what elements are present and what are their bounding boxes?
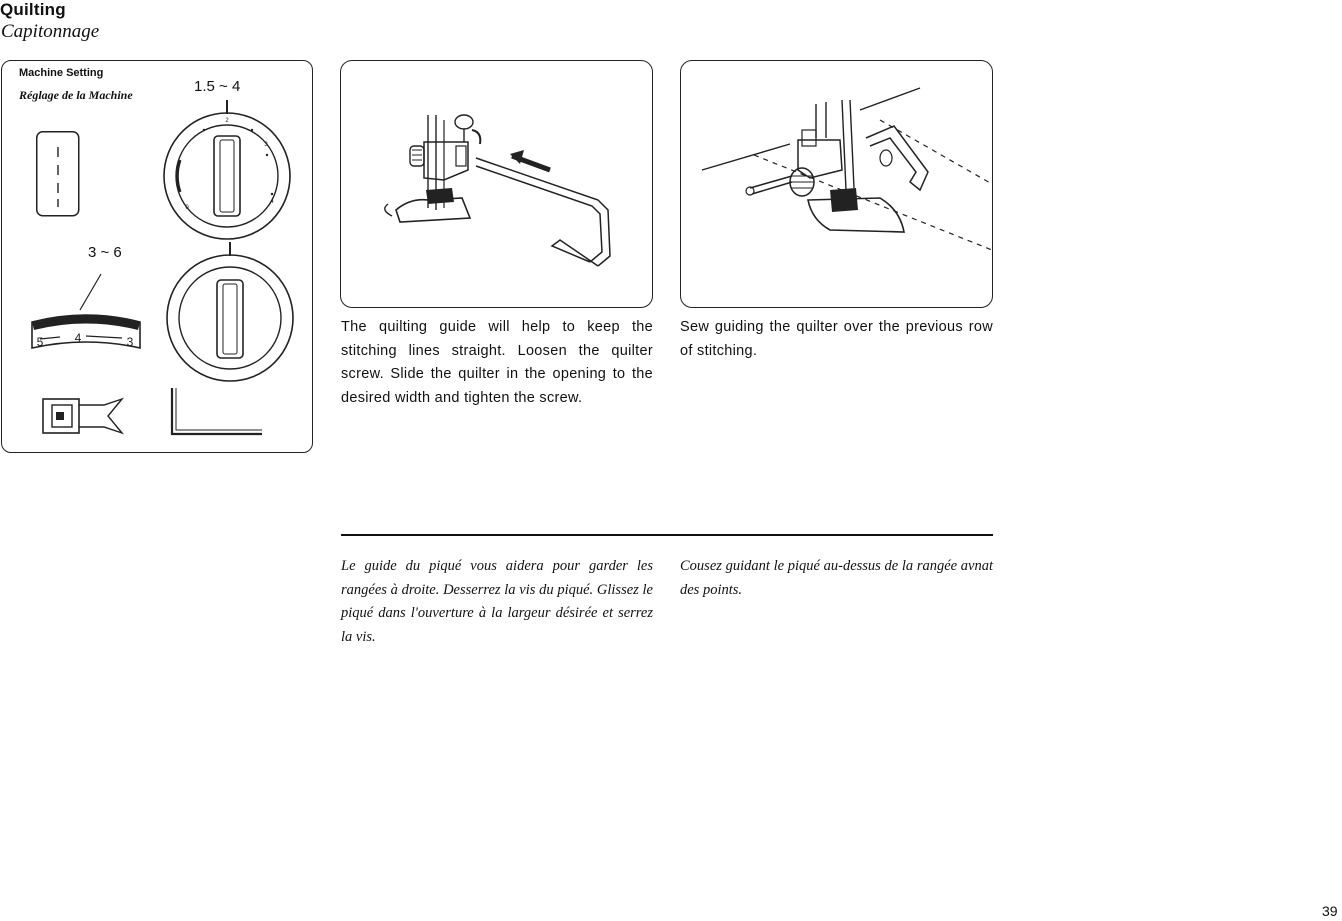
- stitch-length-scale-icon: [26, 270, 146, 354]
- stitch-width-dial-icon: [160, 100, 294, 234]
- page-title: Quilting: [0, 0, 66, 19]
- quilter-guide-bar-icon: [170, 386, 266, 438]
- stitch-length-value: 3 ~ 6: [88, 244, 122, 261]
- quilter-over-stitching-icon: [680, 60, 993, 308]
- length-scale-label: 4: [74, 331, 82, 345]
- page-title-french: Capitonnage: [1, 21, 100, 42]
- length-scale-label: 3: [126, 335, 134, 349]
- machine-setting-label-french: Réglage de la Machine: [19, 88, 133, 102]
- machine-setting-label: Machine Setting: [19, 67, 104, 79]
- width-dial-mark: 3: [264, 142, 268, 148]
- width-dial-mark: 4: [270, 199, 274, 205]
- instruction-text-step2-french: Cousez guidant le piqué au-dessus de la rangée avnat des points.: [680, 558, 993, 598]
- width-dial-mark: 2: [225, 118, 229, 124]
- length-scale-label: 5: [36, 335, 44, 349]
- instruction-text-step2: Sew guiding the quilter over the previous row of stitching.: [680, 319, 993, 359]
- width-dial-mark: 0: [185, 205, 189, 211]
- instruction-text-step1: The quilting guide will help to keep the stitching lines straight. Loosen the quilter screw. Slide the quilter in the opening to the desired width and tighten the screw.: [341, 319, 653, 406]
- straight-stitch-pattern-icon: [36, 131, 80, 217]
- page-number: 39: [1322, 903, 1338, 919]
- sewing-foot-with-quilter-icon: [340, 60, 653, 308]
- section-divider: [341, 534, 993, 536]
- stitch-length-dial-icon: [160, 242, 294, 376]
- stitch-width-value: 1.5 ~ 4: [194, 78, 241, 95]
- presser-foot-icon: [42, 395, 126, 437]
- instruction-text-step1-french: Le guide du piqué vous aidera pour garder les rangées à droite. Desserrez la vis du piqué. Glissez le piqué dans l'ouverture à la largeur désirée et serrez la vis.: [341, 558, 653, 645]
